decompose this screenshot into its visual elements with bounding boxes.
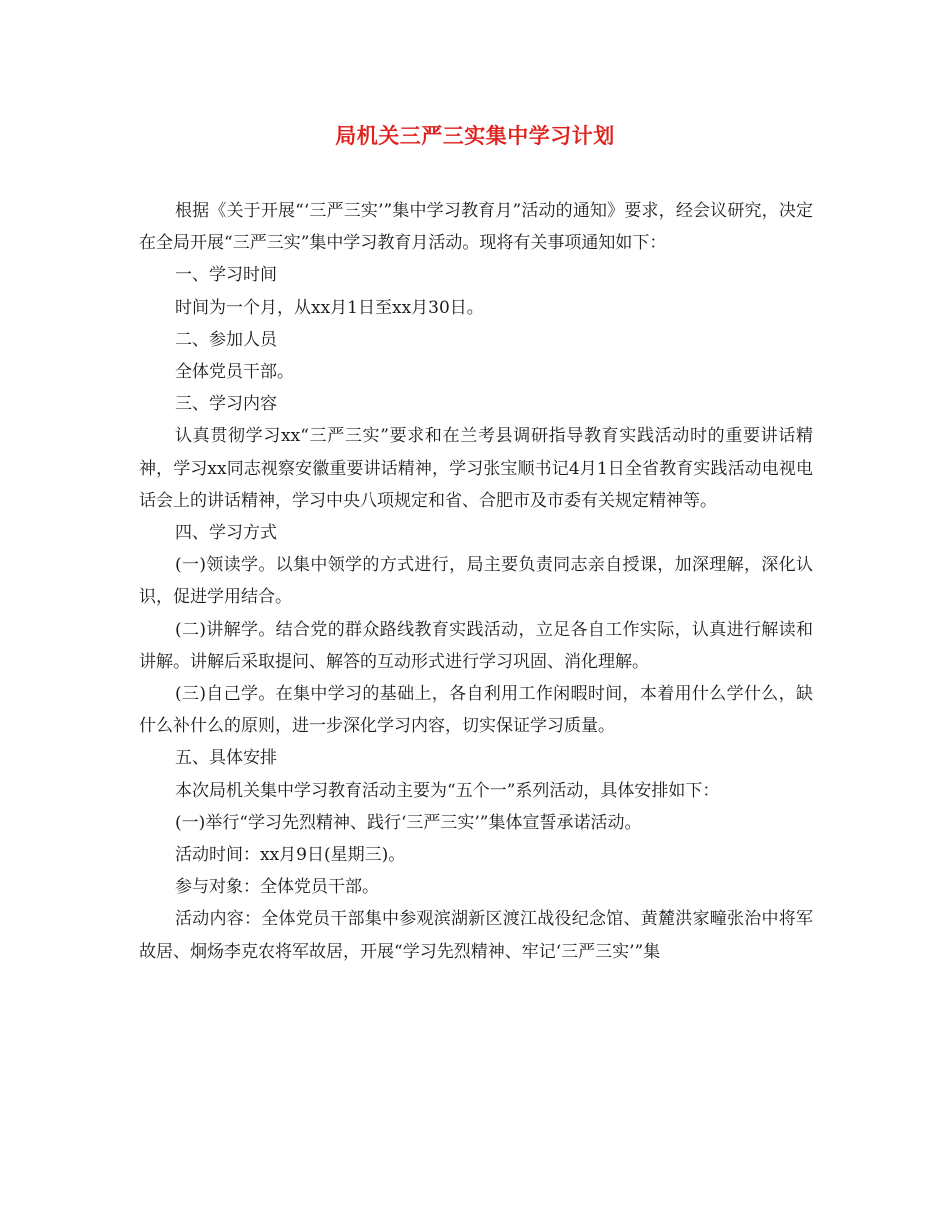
paragraph: 全体党员干部。 [175, 362, 294, 383]
section-heading: 四、学习方式 [175, 523, 277, 544]
document-title: 局机关三严三实集中学习计划 [335, 123, 615, 148]
paragraph: (一)领读学。以集中领学的方式进行，局主要负责同志亲自授课，加深理解，深化认识，促进学用结合。 [139, 555, 813, 608]
paragraph: 时间为一个月，从xx月1日至xx月30日。 [175, 297, 484, 318]
document-body [139, 195, 813, 968]
paragraph: 根据《关于开展“‘三严三实’”集中学习教育月”活动的通知》要求，经会议研究，决定在全局开展“三严三实”集中学习教育月活动。现将有关事项通知如下： [139, 201, 813, 254]
paragraph: 活动内容：全体党员干部集中参观滨湖新区渡江战役纪念馆、黄麓洪家疃张治中将军故居、炯炀李克农将军故居，开展“学习先烈精神、牢记‘三严三实’”集 [139, 909, 813, 962]
paragraph: 活动时间：xx月9日(星期三)。 [175, 845, 406, 866]
paragraph: (一)举行“学习先烈精神、践行‘三严三实’”集体宣誓承诺活动。 [175, 812, 642, 833]
paragraph: 认真贯彻学习xx“三严三实”要求和在兰考县调研指导教育实践活动时的重要讲话精神，学习xx同志视察安徽重要讲话精神，学习张宝顺书记4月1日全省教育实践活动电视电话会上的讲话精神，学习中央八项规定和省、合肥市及市委有关规定精神等。 [139, 426, 813, 511]
section-heading: 一、学习时间 [175, 265, 277, 286]
paragraph: 参与对象：全体党员干部。 [175, 877, 379, 898]
section-heading: 五、具体安排 [175, 748, 277, 769]
section-heading: 三、学习内容 [175, 394, 277, 415]
paragraph: (二)讲解学。结合党的群众路线教育实践活动，立足各自工作实际，认真进行解读和讲解。讲解后采取提问、解答的互动形式进行学习巩固、消化理解。 [139, 619, 813, 672]
section-heading: 二、参加人员 [175, 329, 277, 350]
paragraph: (三)自己学。在集中学习的基础上，各自利用工作闲暇时间，本着用什么学什么，缺什么补什么的原则，进一步深化学习内容，切实保证学习质量。 [139, 684, 813, 737]
paragraph: 本次局机关集中学习教育活动主要为“五个一”系列活动，具体安排如下： [175, 780, 720, 801]
